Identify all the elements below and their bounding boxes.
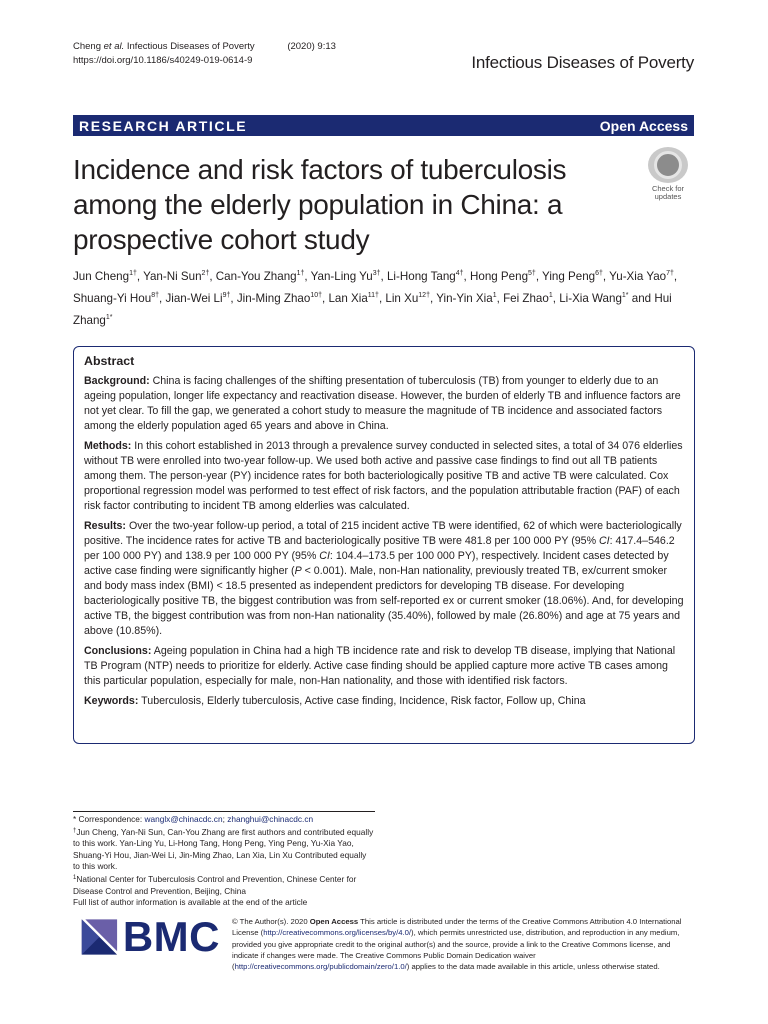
author-name: Li-Hong Tang [386, 270, 456, 283]
citation-header [73, 40, 336, 68]
author-name: Fei Zhao [503, 292, 549, 305]
author-name: Yu-Xia Yao [609, 270, 667, 283]
abstract-box [73, 346, 695, 744]
abstract-methods: Methods: In this cohort established in 2013 through a prevalence survey conducted in selected sites, a total of 34 076 elderlies without TB were enrolled into two-year follow-up. We used both active and passive case findings to find out all TB patients among them. The person-year (PY) incidence rates for both bacteriologically positive TB and active TB were calculated. Cox proportional regression model was performed to test effect of risk factors, and the population attributable fraction (PAF) of each risk factor contributing to incident TB among elderlies was calculated. [84, 440, 683, 512]
abstract-conclusions: Conclusions: Ageing population in China had a high TB incidence rate and risk to develop TB disease, implying that National TB Program (NTP) needs to prioritize for elderly. Active case finding should be applied capture more active TB cases among this particular population, especially for male, non-Han nationality, and those with identified risk factors. [84, 645, 676, 687]
author-affiliation-marker: 1* [621, 292, 629, 299]
author-affiliation-marker: 8† [151, 292, 159, 299]
author-affiliation-marker: 3† [372, 270, 381, 277]
citation-journal: Infectious Diseases of Poverty [124, 41, 255, 52]
full-author-info-note: Full list of author information is available at the end of the article [73, 897, 308, 908]
open-access-label: Open Access [599, 117, 688, 134]
author-name: Yan-Ni Sun [143, 270, 202, 283]
bmc-logo-text: BMC [122, 913, 220, 960]
author-name: Jun Cheng [73, 270, 130, 283]
author-affiliation-marker: 10† [310, 292, 322, 299]
citation-etal: et al. [103, 41, 125, 52]
equal-contribution-note: †Jun Cheng, Yan-Ni Sun, Can-You Zhang are first authors and contributed equally to this work. Yan-Ling Yu, Li-Hong Tang, Hong Peng, Ying Peng, Yu-Xia Yao, Shuang-Yi Hou, Jian-Wei Li, Jin-Ming Zhao, Lan Xia, Lin Xu Contributed equally to this work. [73, 826, 374, 872]
author-affiliation-marker: 11† [367, 292, 379, 299]
article-title: Incidence and risk factors of tuberculosis among the elderly population in China: a prospective cohort study [73, 154, 567, 255]
author-affiliation-marker: 9† [222, 292, 231, 299]
author-affiliation-marker: 1 [548, 292, 553, 299]
author-affiliation-marker: 5† [528, 270, 536, 277]
author-affiliation-marker: 2† [201, 270, 210, 277]
license-link[interactable]: http://creativecommons.org/licenses/by/4.0/ [263, 928, 412, 938]
author-list: Jun Cheng$^{1\dagger}$, Yan-Ni Sun$^{2\dagger}$, Can-You Zhang$^{1\dagger}$, Yan-Ling $Yu^{3\dagger}$, Li-Hong Tang$^{4\dagger}$, Hong Peng$^{5\dagger}$, Ying Peng$^{6\dagger}$, Yu-Xia Yao$^{7\dagger}$, Shuang-Yi Hou$^{8\dagger}$, Jian-Wei $Li^{9\dagger}$, Jin-Ming Zhao$^{10\dagger}$, Lan Xia$^{11\dagger}$, Lin $Xu^{12\dagger}$, Yin-Yin Xia$^1$, Fei Zhao$^1$, Li-Xia Wang$^{1*}$ and Hui Zhang$^{1*}$ [73, 270, 678, 327]
citation-year: (2020) 9:13 [287, 41, 336, 52]
author-affiliation-marker: 1 [492, 292, 497, 299]
author-name: Yin-Yin Xia [436, 292, 493, 305]
footnotes [73, 811, 375, 909]
author-affiliation-marker: 1* [105, 314, 113, 321]
author-affiliation-marker: 1† [129, 270, 137, 277]
author-name: Hong Peng [470, 270, 529, 283]
author-name: Jian-Wei Li [165, 292, 223, 305]
author-name: Hui Zhang [73, 292, 672, 327]
public-domain-link[interactable]: http://creativecommons.org/publicdomain/zero/1.0/ [234, 962, 407, 972]
check-updates-label: Check for updates [651, 184, 685, 201]
author-name: Shuang-Yi Hou [73, 292, 152, 305]
author-name: Ying Peng [542, 270, 596, 283]
author-name: Lan Xia [328, 292, 368, 305]
author-affiliation-marker: 7† [666, 270, 674, 277]
author-affiliation-marker: 1† [296, 270, 305, 277]
author-name: Yan-Ling Yu [310, 270, 373, 283]
author-affiliation-marker: 12† [418, 292, 430, 299]
doi-link[interactable]: https://doi.org/10.1186/s40249-019-0614-9 [73, 55, 253, 66]
check-for-updates-badge[interactable] [641, 147, 695, 201]
citation-authors: Cheng [73, 41, 104, 52]
author-affiliation-marker: 4† [455, 270, 464, 277]
author-affiliation-marker: 6† [595, 270, 603, 277]
abstract-keywords: Keywords: Tuberculosis, Elderly tuberculosis, Active case finding, Incidence, Risk factor, Follow up, China [84, 695, 586, 707]
abstract-heading: Abstract [84, 354, 135, 368]
license-statement: © The Author(s). 2020 Open Access This article is distributed under the terms of the Creative Commons Attribution 4.0 International License (http://creativecommons.org/licenses/by/4.0/), which permits unrestricted use, distribution, and reproduction in any medium, provided you give appropriate credit to the original author(s) and the source, provide a link to the Creative Commons license, and indicate if changes were made. The Creative Commons Public Domain Dedication waiver (http://creativecommons.org/publicdomain/zero/1.0/) applies to the data made available in this article, unless otherwise stated. [232, 917, 682, 972]
journal-name: Infectious Diseases of Poverty [471, 53, 694, 72]
author-name: Jin-Ming Zhao [236, 292, 311, 305]
email-link-1[interactable]: wanglx@chinacdc.cn [144, 814, 223, 824]
abstract-background: Background: China is facing challenges of the shifting presentation of tuberculosis (TB) from younger to elderly due to an ageing population, longer life expectancy and reactivation disease. However, the burden of elderly TB and influence factors are not yet clear. To fill the gap, we generated a cohort study to measure the magnitude of TB incidence and associated factors among the elderly population aged 65 years and above in China. [84, 375, 681, 432]
article-type-banner [73, 115, 694, 136]
bmc-logo[interactable] [80, 913, 220, 961]
correspondence: * Correspondence: wanglx@chinacdc.cn; zhanghui@chinacdc.cn [73, 814, 314, 824]
abstract-results: Results: Over the two-year follow-up period, a total of 215 incident active TB were identified, 62 of which were bacteriologically positive. The incidence rates for active TB and bacteriologically positive TB were 481.8 per 100 000 PY (95% CI: 417.4–546.2 per 100 000 PY) and 138.9 per 100 000 PY (95% CI: 104.4–173.5 per 100 000 PY), respectively. Incident cases detected by active case finding were significantly higher (P < 0.001). Male, non-Han nationality, previously treated TB, ex/current smoker and body mass index (BMI) < 18.5 presented as independent predictors for developing TB disease. For developing bacteriologically positive TB, the biggest contribution was from self-reported ex or current smoker (18.06%). And, for developing active TB, the biggest contribution was from non-Han nationality (35.40%), followed by male (26.80%) and age at 75 years and above (10.85%). [84, 520, 684, 637]
bmc-logo-icon [80, 915, 119, 959]
check-updates-icon [648, 147, 688, 183]
author-name: Li-Xia Wang [559, 292, 622, 305]
author-name: Can-You Zhang [215, 270, 297, 283]
article-type: RESEARCH ARTICLE [79, 117, 248, 134]
author-name: Lin Xu [385, 292, 419, 305]
affiliation-note: $^1$National Center for Tuberculosis Control and Prevention, Chinese Center for Disease Control and Prevention, Beijing, China [73, 873, 357, 896]
email-link-2[interactable]: zhanghui@chinacdc.cn [227, 814, 314, 824]
